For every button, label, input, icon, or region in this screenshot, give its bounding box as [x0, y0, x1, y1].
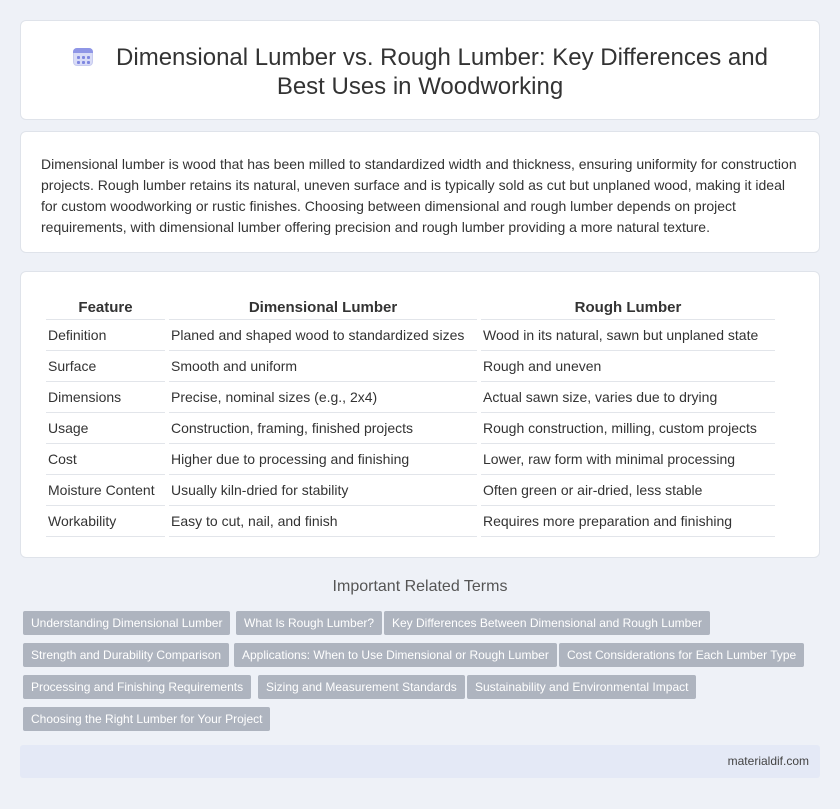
header-card	[20, 20, 820, 120]
column-header-feature: Feature	[46, 296, 165, 320]
calendar-icon	[72, 45, 94, 67]
table-cell: Higher due to processing and finishing	[169, 444, 477, 475]
table-row	[46, 320, 775, 351]
table-cell: Surface	[46, 351, 165, 382]
intro-card	[20, 131, 820, 253]
related-term-tag[interactable]: Key Differences Between Dimensional and Rough Lumber	[384, 611, 710, 635]
table-cell: Definition	[46, 320, 165, 351]
comparison-table	[42, 296, 779, 537]
column-header-rough: Rough Lumber	[481, 296, 775, 320]
table-row	[46, 506, 775, 537]
column-header-dimensional: Dimensional Lumber	[169, 296, 477, 320]
table-cell: Cost	[46, 444, 165, 475]
table-header-row	[46, 296, 775, 320]
related-term-tag[interactable]: Applications: When to Use Dimensional or Rough Lumber	[234, 643, 557, 667]
table-cell: Actual sawn size, varies due to drying	[481, 382, 775, 413]
table-cell: Precise, nominal sizes (e.g., 2x4)	[169, 382, 477, 413]
related-term-tag[interactable]: Processing and Finishing Requirements	[23, 675, 251, 699]
table-cell: Smooth and uniform	[169, 351, 477, 382]
table-row	[46, 475, 775, 506]
table-row	[46, 382, 775, 413]
table-cell: Often green or air-dried, less stable	[481, 475, 775, 506]
intro-paragraph: Dimensional lumber is wood that has been milled to standardized width and thickness, ensuring uniformity for construction projects. Rough lumber retains its natural, uneven surface and is typically sold as cut but unplaned wood, making it ideal for custom woodworking or rustic finishes. Choosing between dimensional and rough lumber depends on project requirements, with dimensional lumber offering precision and rough lumber providing a more natural texture.	[41, 156, 797, 235]
related-terms-heading: Important Related Terms	[332, 578, 508, 595]
site-name[interactable]: materialdif.com	[727, 754, 809, 768]
table-cell: Dimensions	[46, 382, 165, 413]
table-cell: Construction, framing, finished projects	[169, 413, 477, 444]
table-cell: Usually kiln-dried for stability	[169, 475, 477, 506]
table-row	[46, 444, 775, 475]
related-term-tag[interactable]: Strength and Durability Comparison	[23, 643, 229, 667]
page-title: Dimensional Lumber vs. Rough Lumber: Key Differences and Best Uses in Woodworking	[116, 44, 768, 100]
related-term-tag[interactable]: Sizing and Measurement Standards	[258, 675, 465, 699]
related-term-tag[interactable]: What Is Rough Lumber?	[236, 611, 382, 635]
related-term-tag[interactable]: Cost Considerations for Each Lumber Type	[559, 643, 804, 667]
table-cell: Wood in its natural, sawn but unplaned state	[481, 320, 775, 351]
page-title-row	[21, 43, 819, 101]
table-cell: Rough and uneven	[481, 351, 775, 382]
table-row	[46, 413, 775, 444]
table-cell: Moisture Content	[46, 475, 165, 506]
table-row	[46, 351, 775, 382]
footer-bar	[20, 745, 820, 778]
table-cell: Rough construction, milling, custom projects	[481, 413, 775, 444]
comparison-card	[20, 271, 820, 558]
table-cell: Easy to cut, nail, and finish	[169, 506, 477, 537]
table-cell: Requires more preparation and finishing	[481, 506, 775, 537]
table-cell: Planed and shaped wood to standardized sizes	[169, 320, 477, 351]
table-cell: Usage	[46, 413, 165, 444]
table-cell: Lower, raw form with minimal processing	[481, 444, 775, 475]
related-term-tag[interactable]: Sustainability and Environmental Impact	[467, 675, 696, 699]
table-cell: Workability	[46, 506, 165, 537]
related-term-tag[interactable]: Understanding Dimensional Lumber	[23, 611, 230, 635]
related-term-tag[interactable]: Choosing the Right Lumber for Your Project	[23, 707, 270, 731]
